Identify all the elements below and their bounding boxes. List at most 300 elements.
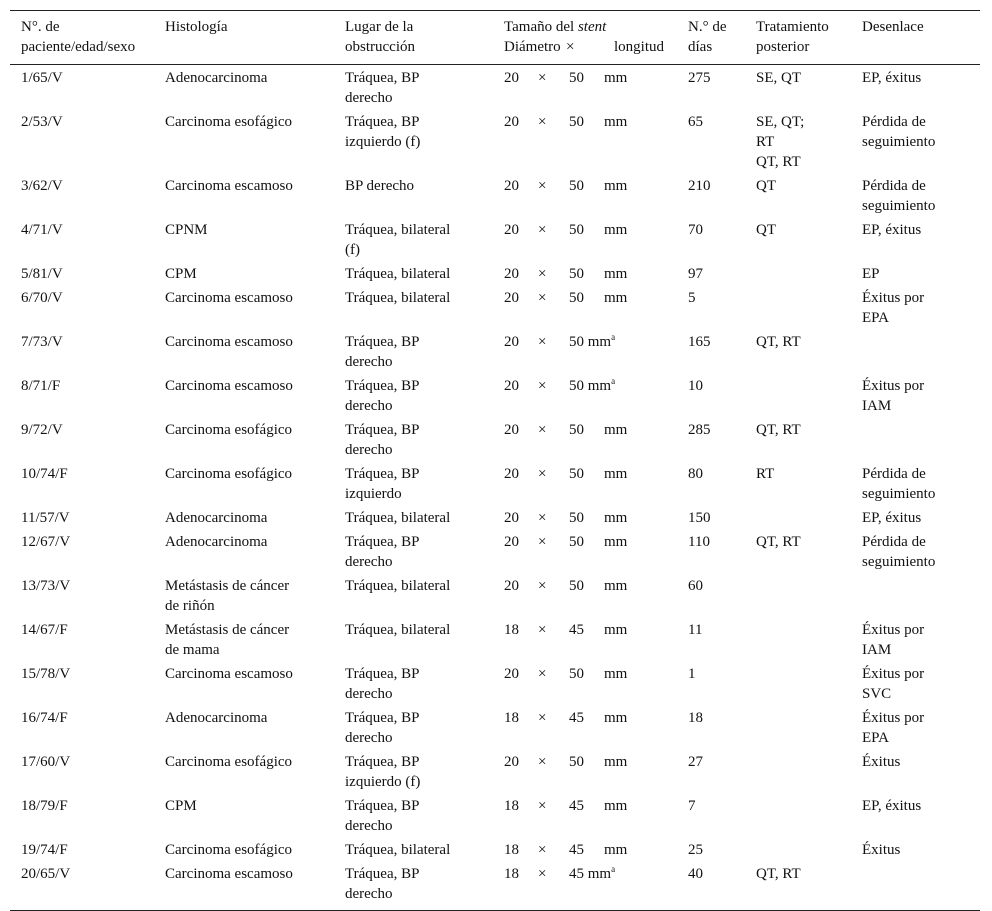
histology-cell <box>165 706 345 750</box>
stent-unit: mm <box>604 710 628 726</box>
histology-cell <box>165 506 345 530</box>
stent-size-cell <box>504 64 688 110</box>
treatment-line: QT, RT <box>756 534 801 550</box>
table-row <box>10 794 980 838</box>
stent-length: 50 <box>569 378 584 394</box>
histology-cell <box>165 330 345 374</box>
stent-size-cell <box>504 706 688 750</box>
days-cell: 70 <box>688 222 703 238</box>
stent-diameter: 20 <box>504 266 519 282</box>
histology-line: Carcinoma esofágico <box>165 114 293 130</box>
table-row <box>10 750 980 794</box>
stent-length: 50 <box>569 510 584 526</box>
outcome-line: IAM <box>862 398 892 414</box>
outcome-cell <box>862 662 980 706</box>
stent-diameter: 20 <box>504 70 519 86</box>
histology-line: CPM <box>165 798 197 814</box>
treatment-cell <box>756 110 862 174</box>
stent-times: × <box>538 466 547 482</box>
histology-cell <box>165 574 345 618</box>
outcome-cell <box>862 794 980 838</box>
treatment-line: QT, RT <box>756 154 801 170</box>
site-cell <box>345 286 504 330</box>
stent-times: × <box>538 70 547 86</box>
site-line: Tráquea, BP <box>345 798 420 814</box>
patient-cell: 16/74/F <box>21 710 68 726</box>
site-line: derecho <box>345 398 393 414</box>
treatment-line: QT <box>756 222 776 238</box>
patient-cell: 17/60/V <box>21 754 71 770</box>
site-cell <box>345 262 504 286</box>
stent-length: 45 <box>569 842 584 858</box>
treatment-cell <box>756 374 862 418</box>
site-line: Tráquea, BP <box>345 334 420 350</box>
stent-diameter: 20 <box>504 578 519 594</box>
outcome-cell <box>862 218 980 262</box>
outcome-line: EPA <box>862 730 889 746</box>
histology-cell <box>165 862 345 906</box>
stent-unit: mm <box>604 534 628 550</box>
outcome-line: IAM <box>862 642 892 658</box>
stent-diameter: 20 <box>504 334 519 350</box>
footnote-marker: a <box>611 864 616 874</box>
treatment-cell <box>756 706 862 750</box>
site-line: Tráquea, BP <box>345 754 420 770</box>
header-stent-sub <box>504 37 688 57</box>
stent-size-cell <box>504 574 688 618</box>
stent-unit: mm <box>604 222 628 238</box>
stent-length: 45 <box>569 798 584 814</box>
stent-unit: mm <box>604 666 628 682</box>
days-cell: 60 <box>688 578 703 594</box>
table-row <box>10 330 980 374</box>
site-line: izquierdo <box>345 486 402 502</box>
patient-cell: 14/67/F <box>21 622 68 638</box>
treatment-line: QT <box>756 178 776 194</box>
stent-times: × <box>538 334 547 350</box>
treatment-line: QT, RT <box>756 334 801 350</box>
stent-size-cell <box>504 262 688 286</box>
table-row <box>10 418 980 462</box>
site-cell <box>345 64 504 110</box>
site-line: Tráquea, bilateral <box>345 290 451 306</box>
histology-cell <box>165 64 345 110</box>
outcome-cell <box>862 64 980 110</box>
histology-line: Metástasis de cáncer <box>165 578 290 594</box>
stent-times: × <box>538 114 547 130</box>
site-cell <box>345 530 504 574</box>
outcome-cell <box>862 862 980 906</box>
clinical-table-container <box>10 10 980 906</box>
stent-diameter: 20 <box>504 534 519 550</box>
stent-diameter: 20 <box>504 510 519 526</box>
histology-cell <box>165 418 345 462</box>
days-cell: 165 <box>688 334 711 350</box>
days-cell: 11 <box>688 622 703 638</box>
stent-unit: mm <box>604 422 628 438</box>
stent-diameter: 20 <box>504 378 519 394</box>
treatment-cell <box>756 862 862 906</box>
site-line: Tráquea, BP <box>345 666 420 682</box>
histology-cell <box>165 794 345 838</box>
site-cell <box>345 218 504 262</box>
site-cell <box>345 110 504 174</box>
days-cell: 5 <box>688 290 696 306</box>
stent-unit: mm <box>604 466 628 482</box>
outcome-line: EP, éxitus <box>862 510 922 526</box>
histology-line: de mama <box>165 642 220 658</box>
site-line: Tráquea, BP <box>345 534 420 550</box>
table-row <box>10 286 980 330</box>
stent-unit: mm <box>604 842 628 858</box>
header-patient-line2: paciente/edad/sexo <box>21 39 136 55</box>
stent-unit: mm <box>604 290 628 306</box>
header-stent-title-italic: stent <box>577 19 607 35</box>
stent-size-cell <box>504 174 688 218</box>
header-outcome: Desenlace <box>862 19 924 35</box>
stent-length: 50 <box>569 266 584 282</box>
treatment-cell <box>756 618 862 662</box>
patient-cell: 5/81/V <box>21 266 63 282</box>
stent-size-cell <box>504 862 688 906</box>
site-line: derecho <box>345 686 393 702</box>
stent-size-cell <box>504 750 688 794</box>
histology-cell <box>165 838 345 862</box>
stent-length: 50 <box>569 466 584 482</box>
stent-times: × <box>538 222 547 238</box>
stent-size-cell <box>504 286 688 330</box>
treatment-cell <box>756 574 862 618</box>
treatment-line: QT, RT <box>756 422 801 438</box>
table-row <box>10 506 980 530</box>
stent-unit: mm <box>604 70 628 86</box>
stent-unit: mm <box>604 510 628 526</box>
outcome-line: EP, éxitus <box>862 70 922 86</box>
stent-length: 50 <box>569 422 584 438</box>
stent-diameter: 18 <box>504 798 519 814</box>
header-site-line2: obstrucción <box>345 39 415 55</box>
site-line: Tráquea, bilateral <box>345 622 451 638</box>
treatment-cell <box>756 794 862 838</box>
stent-length: 50 <box>569 178 584 194</box>
outcome-line: seguimiento <box>862 134 936 150</box>
patient-cell: 2/53/V <box>21 114 63 130</box>
days-cell: 210 <box>688 178 711 194</box>
stent-times: × <box>538 510 547 526</box>
stent-times: × <box>538 622 547 638</box>
stent-size-cell <box>504 662 688 706</box>
stent-length: 50 <box>569 70 584 86</box>
site-line: derecho <box>345 354 393 370</box>
outcome-cell <box>862 838 980 862</box>
histology-line: Adenocarcinoma <box>165 510 268 526</box>
stent-diameter: 20 <box>504 466 519 482</box>
site-line: derecho <box>345 442 393 458</box>
treatment-cell <box>756 838 862 862</box>
stent-size-cell <box>504 330 688 374</box>
days-cell: 65 <box>688 114 703 130</box>
treatment-line: RT <box>756 134 775 150</box>
treatment-line: QT, RT <box>756 866 801 882</box>
site-line: Tráquea, BP <box>345 378 420 394</box>
outcome-line: EP <box>862 266 880 282</box>
table-header <box>10 10 980 64</box>
stent-times: × <box>538 534 547 550</box>
site-line: izquierdo (f) <box>345 134 421 150</box>
outcome-cell <box>862 750 980 794</box>
stent-length: 50 <box>569 290 584 306</box>
stent-length: 50 <box>569 222 584 238</box>
stent-size-cell <box>504 418 688 462</box>
footnote-marker: a <box>611 332 616 342</box>
outcome-line: seguimiento <box>862 198 936 214</box>
site-line: derecho <box>345 818 393 834</box>
histology-line: Carcinoma escamoso <box>165 334 293 350</box>
site-line: Tráquea, bilateral <box>345 266 451 282</box>
histology-cell <box>165 218 345 262</box>
table-row <box>10 262 980 286</box>
stent-size-cell <box>504 506 688 530</box>
treatment-cell <box>756 174 862 218</box>
table-body <box>10 64 980 906</box>
header-treatment <box>756 10 862 64</box>
treatment-line: SE, QT <box>756 70 801 86</box>
stent-unit: mm <box>604 266 628 282</box>
stent-unit: mm <box>604 798 628 814</box>
stent-times: × <box>538 578 547 594</box>
site-cell <box>345 662 504 706</box>
site-cell <box>345 330 504 374</box>
outcome-cell <box>862 506 980 530</box>
histology-cell <box>165 374 345 418</box>
stent-times: × <box>538 290 547 306</box>
table-row <box>10 218 980 262</box>
stent-times: × <box>538 866 547 882</box>
header-site-line1: Lugar de la <box>345 19 414 35</box>
outcome-line: SVC <box>862 686 892 702</box>
table-row <box>10 706 980 750</box>
stent-size-cell <box>504 794 688 838</box>
treatment-cell <box>756 262 862 286</box>
patient-cell: 20/65/V <box>21 866 71 882</box>
outcome-line: EP, éxitus <box>862 222 922 238</box>
patient-cell: 8/71/F <box>21 378 61 394</box>
treatment-cell <box>756 218 862 262</box>
patient-cell: 15/78/V <box>21 666 71 682</box>
histology-cell <box>165 530 345 574</box>
stent-times: × <box>538 378 547 394</box>
days-cell: 40 <box>688 866 703 882</box>
site-cell <box>345 174 504 218</box>
outcome-line: EPA <box>862 310 889 326</box>
site-cell <box>345 750 504 794</box>
stent-times: × <box>538 710 547 726</box>
stent-times: × <box>538 798 547 814</box>
outcome-line: Pérdida de <box>862 466 926 482</box>
patient-cell: 7/73/V <box>21 334 63 350</box>
site-line: derecho <box>345 886 393 902</box>
histology-cell <box>165 262 345 286</box>
stent-times: × <box>538 178 547 194</box>
outcome-line: Éxitus por <box>862 290 925 306</box>
treatment-line: SE, QT; <box>756 114 805 130</box>
histology-cell <box>165 110 345 174</box>
histology-cell <box>165 750 345 794</box>
days-cell: 110 <box>688 534 710 550</box>
header-rule <box>10 64 980 65</box>
header-histology: Histología <box>165 19 228 35</box>
stent-unit: mm <box>604 622 628 638</box>
patient-cell: 11/57/V <box>21 510 70 526</box>
site-line: BP derecho <box>345 178 415 194</box>
patient-cell: 13/73/V <box>21 578 71 594</box>
stent-length: 45 <box>569 622 584 638</box>
histology-line: Carcinoma esofágico <box>165 422 293 438</box>
days-cell: 80 <box>688 466 703 482</box>
histology-line: Carcinoma escamoso <box>165 178 293 194</box>
stent-length: 50 <box>569 114 584 130</box>
stent-times: × <box>538 842 547 858</box>
site-cell <box>345 506 504 530</box>
days-cell: 27 <box>688 754 703 770</box>
site-cell <box>345 838 504 862</box>
outcome-cell <box>862 706 980 750</box>
stent-diameter: 20 <box>504 178 519 194</box>
stent-size-cell <box>504 838 688 862</box>
stent-size-cell <box>504 110 688 174</box>
site-line: derecho <box>345 90 393 106</box>
stent-size-cell <box>504 530 688 574</box>
histology-line: Adenocarcinoma <box>165 710 268 726</box>
histology-cell <box>165 662 345 706</box>
outcome-line: Éxitus por <box>862 378 925 394</box>
site-line: Tráquea, bilateral <box>345 842 451 858</box>
treatment-cell <box>756 662 862 706</box>
site-cell <box>345 618 504 662</box>
histology-line: Carcinoma escamoso <box>165 378 293 394</box>
site-cell <box>345 706 504 750</box>
histology-cell <box>165 174 345 218</box>
site-line: Tráquea, bilateral <box>345 510 451 526</box>
patient-table <box>10 10 980 906</box>
header-patient-line1: N°. de <box>21 19 60 35</box>
stent-length: 45 <box>569 710 584 726</box>
outcome-line: Éxitus por <box>862 710 925 726</box>
outcome-line: seguimiento <box>862 554 936 570</box>
site-line: derecho <box>345 730 393 746</box>
stent-size-cell <box>504 374 688 418</box>
patient-cell: 4/71/V <box>21 222 63 238</box>
site-cell <box>345 418 504 462</box>
stent-diameter: 18 <box>504 842 519 858</box>
histology-line: Metástasis de cáncer <box>165 622 290 638</box>
patient-cell: 3/62/V <box>21 178 63 194</box>
stent-diameter: 20 <box>504 222 519 238</box>
table-row <box>10 862 980 906</box>
patient-cell: 12/67/V <box>21 534 71 550</box>
table-row <box>10 574 980 618</box>
header-days-line2: días <box>688 39 713 55</box>
histology-line: Carcinoma escamoso <box>165 666 293 682</box>
histology-line: Carcinoma esofágico <box>165 842 293 858</box>
header-days <box>688 10 756 64</box>
header-diameter: Diámetro <box>504 39 561 55</box>
outcome-cell <box>862 374 980 418</box>
site-cell <box>345 374 504 418</box>
stent-diameter: 18 <box>504 622 519 638</box>
table-row <box>10 462 980 506</box>
table-row <box>10 618 980 662</box>
stent-diameter: 18 <box>504 866 519 882</box>
header-days-line1: N.° de <box>688 19 727 35</box>
days-cell: 275 <box>688 70 711 86</box>
histology-cell <box>165 618 345 662</box>
outcome-cell <box>862 618 980 662</box>
stent-length: 50 <box>569 666 584 682</box>
site-line: Tráquea, BP <box>345 114 420 130</box>
treatment-cell <box>756 64 862 110</box>
stent-diameter: 20 <box>504 666 519 682</box>
histology-line: Adenocarcinoma <box>165 534 268 550</box>
outcome-cell <box>862 418 980 462</box>
patient-cell: 9/72/V <box>21 422 63 438</box>
outcome-line: Éxitus <box>862 842 901 858</box>
patient-cell: 1/65/V <box>21 70 63 86</box>
table-row <box>10 110 980 174</box>
stent-length: 45 <box>569 866 584 882</box>
site-cell <box>345 794 504 838</box>
days-cell: 18 <box>688 710 703 726</box>
site-line: Tráquea, bilateral <box>345 222 451 238</box>
footnote-marker: a <box>611 376 616 386</box>
days-cell: 97 <box>688 266 703 282</box>
top-rule <box>10 10 980 11</box>
stent-unit: mm <box>604 754 628 770</box>
header-stent-title <box>504 17 688 37</box>
table-row <box>10 838 980 862</box>
outcome-line: Éxitus por <box>862 666 925 682</box>
table-row <box>10 374 980 418</box>
histology-cell <box>165 286 345 330</box>
stent-unit: mm <box>604 114 628 130</box>
header-times: × <box>566 39 575 55</box>
outcome-line: Éxitus <box>862 754 901 770</box>
site-line: Tráquea, BP <box>345 710 420 726</box>
outcome-cell <box>862 174 980 218</box>
treatment-cell <box>756 530 862 574</box>
patient-cell: 18/79/F <box>21 798 68 814</box>
outcome-line: Pérdida de <box>862 114 926 130</box>
histology-line: Carcinoma esofágico <box>165 754 293 770</box>
stent-times: × <box>538 422 547 438</box>
site-line: Tráquea, BP <box>345 70 420 86</box>
stent-diameter: 20 <box>504 114 519 130</box>
days-cell: 25 <box>688 842 703 858</box>
header-treatment-line2: posterior <box>756 39 810 55</box>
site-line: izquierdo (f) <box>345 774 421 790</box>
outcome-cell <box>862 330 980 374</box>
treatment-cell <box>756 330 862 374</box>
outcome-line: EP, éxitus <box>862 798 922 814</box>
stent-diameter: 20 <box>504 422 519 438</box>
stent-unit: mm <box>604 178 628 194</box>
histology-line: Carcinoma escamoso <box>165 866 293 882</box>
histology-line: Adenocarcinoma <box>165 70 268 86</box>
site-cell <box>345 862 504 906</box>
table-row <box>10 64 980 110</box>
table-row <box>10 662 980 706</box>
site-line: Tráquea, BP <box>345 422 420 438</box>
